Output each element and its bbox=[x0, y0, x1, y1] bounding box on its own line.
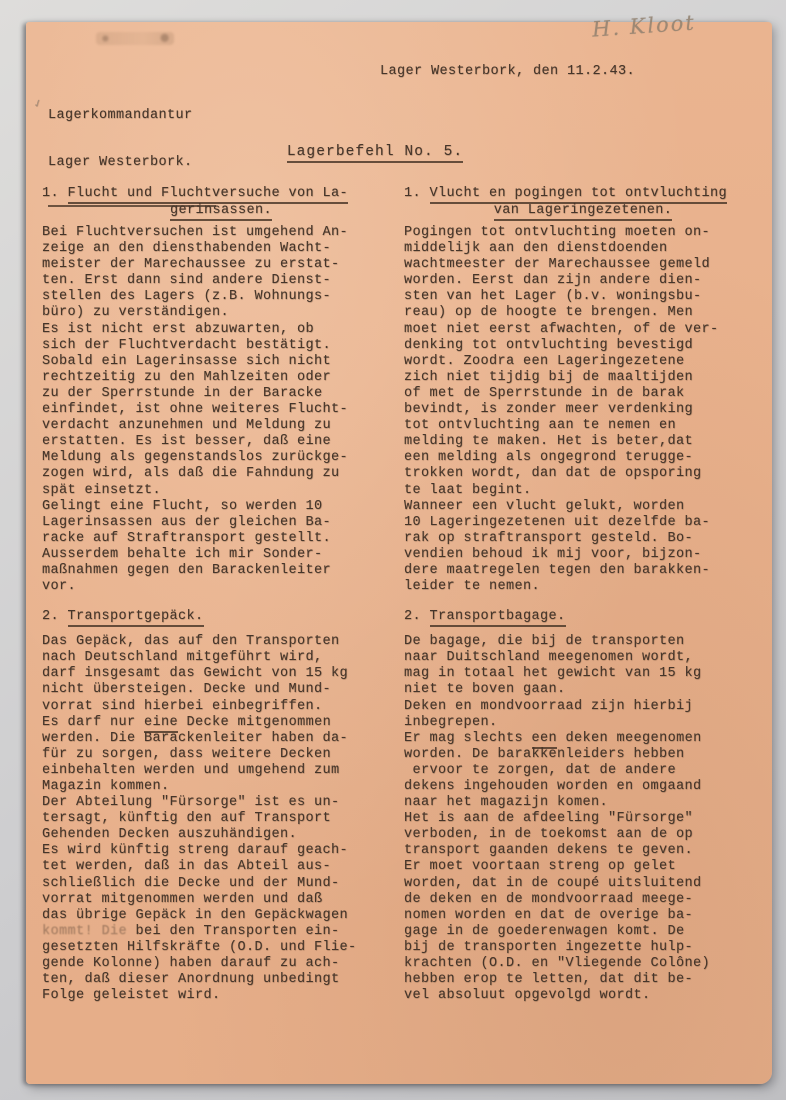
text-line: worden, dat in de coupé uitsluitend bbox=[404, 875, 702, 891]
text-line: denking tot ontvluchting bevestigd bbox=[404, 337, 694, 353]
text-line: tet werden, daß in das Abteil aus- bbox=[42, 859, 332, 875]
text-line: Ausserdem behalte ich mir Sonder- bbox=[42, 546, 323, 562]
text-line: sich der Fluchtverdacht bestätigt. bbox=[42, 337, 332, 353]
text-line: Folge geleistet wird. bbox=[42, 988, 221, 1004]
text-line: schließlich die Decke und der Mund- bbox=[42, 875, 340, 891]
text-line: vel absoluut opgevolgd wordt. bbox=[404, 988, 651, 1004]
text-line: verdacht anzunehmen und Meldung zu bbox=[42, 418, 332, 434]
section-gap bbox=[404, 595, 752, 608]
text-line: racke auf Straftransport gestellt. bbox=[42, 530, 332, 546]
text-line: nomen worden en dat de overige ba- bbox=[404, 907, 694, 923]
text-line: nicht übersteigen. Decke und Mund- bbox=[42, 682, 332, 698]
text-line: wordt. Zoodra een Lageringezetene bbox=[404, 353, 685, 369]
heading-underlined-text: Transportgepäck. bbox=[68, 609, 204, 627]
text-line: Lagerinsassen aus der gleichen Ba- bbox=[42, 514, 332, 530]
text-line: Das Gepäck, das auf den Transporten bbox=[42, 634, 340, 650]
text-line: hebben erop te letten, dat dit be- bbox=[404, 972, 694, 988]
text-line: rechtzeitig zu den Mahlzeiten oder bbox=[42, 369, 332, 385]
document-page bbox=[26, 10, 772, 1084]
text-line: melding te maken. Het is beter,dat bbox=[404, 434, 694, 450]
pencil-mark: ✓ bbox=[32, 96, 44, 112]
text-line: maßnahmen gegen den Barackenleiter bbox=[42, 562, 332, 578]
text-line: naar het magazijn komen. bbox=[404, 795, 609, 811]
text-line: leider te nemen. bbox=[404, 579, 541, 595]
text-line: gende Kolonne) haben darauf zu ach- bbox=[42, 956, 340, 972]
text-line: trokken wordt, dan dat de opsporing bbox=[404, 466, 702, 482]
text-line: erstatten. Es ist besser, daß eine bbox=[42, 434, 332, 450]
text-line: das übrige Gepäck in den Gepäckwagen bbox=[42, 907, 349, 923]
text-line: moet niet eerst afwachten, of de ver- bbox=[404, 321, 719, 337]
text-line: vendien behoud ik mij voor, bijzon- bbox=[404, 546, 702, 562]
section-heading-line: 2. Transportgepäck. bbox=[42, 608, 390, 625]
section-heading-nl-2 bbox=[404, 608, 752, 625]
section-heading-de-2 bbox=[42, 608, 390, 625]
text-line: dekens ingehouden worden en omgaand bbox=[404, 779, 702, 794]
text-line: Meldung als gegenstandslos zurückge- bbox=[42, 450, 349, 466]
text-line: stellen des Lagers (z.B. Wohnungs- bbox=[42, 289, 332, 305]
text-line: niet te boven gaan. bbox=[404, 682, 566, 698]
text-line: meister der Marechaussee zu erstat- bbox=[42, 257, 340, 273]
text-line: Bei Fluchtversuchen ist umgehend An- bbox=[42, 225, 349, 240]
text-line: te laat begint. bbox=[404, 482, 532, 498]
text-line: Het is aan de afdeeling "Fürsorge" bbox=[404, 811, 694, 827]
faded-stamp-mark bbox=[96, 32, 174, 45]
text-line: Gelingt eine Flucht, so werden 10 bbox=[42, 498, 323, 514]
text-line: spät einsetzt. bbox=[42, 482, 162, 498]
heading-underlined-text: Transportbagage. bbox=[430, 609, 566, 627]
section-heading-line bbox=[404, 202, 752, 219]
section-heading-line bbox=[42, 202, 390, 219]
text-line: tersagt, künftig den auf Transport bbox=[42, 811, 332, 827]
text-line: of met de Sperrstunde in de barak bbox=[404, 385, 685, 401]
section-gap bbox=[42, 595, 390, 608]
text-line: büro) zu verständigen. bbox=[42, 305, 230, 321]
text-line: reau) op de hoogte te brengen. Men bbox=[404, 305, 694, 321]
text-line: einfindet, ist ohne weiteres Flucht- bbox=[42, 402, 349, 418]
text-line: Wanneer een vlucht gelukt, worden bbox=[404, 498, 685, 514]
text-line: Der Abteilung "Fürsorge" ist es un- bbox=[42, 795, 340, 811]
underlined-word: eine bbox=[144, 715, 178, 733]
text-line: zu der Sperrstunde in der Baracke bbox=[42, 385, 323, 401]
text-line: darf insgesamt das Gewicht von 15 kg bbox=[42, 666, 349, 682]
text-line: worden. Eerst dan zijn andere dien- bbox=[404, 273, 702, 289]
text-line: Es wird künftig streng darauf geach- bbox=[42, 843, 349, 859]
heading-underlined-text: Flucht und Fluchtversuche von La- bbox=[68, 186, 349, 204]
heading-underlined-text: van Lageringezetenen. bbox=[494, 203, 673, 221]
text-line: ten. Erst dann sind andere Dienst- bbox=[42, 273, 332, 289]
document-title bbox=[228, 128, 463, 176]
text-line: ten, daß dieser Anordnung unbedingt bbox=[42, 972, 340, 988]
text-line: mag in totaal het gewicht van 15 kg bbox=[404, 666, 702, 682]
text-line: vorrat sind hierbei einbegriffen. bbox=[42, 698, 323, 714]
text-line: Es darf nur eine Decke mitgenommen bbox=[42, 715, 390, 731]
underlined-word: een bbox=[532, 731, 558, 749]
letterhead-line-2: Lager Westerbork. bbox=[48, 155, 193, 170]
text-line: vorrat mitgenommen werden und daß bbox=[42, 891, 323, 907]
text-line: Er mag slechts een deken meegenomen bbox=[404, 731, 752, 747]
text-line: dere maatregelen tegen den barakken- bbox=[404, 562, 711, 578]
text-line: worden. De barakkenleiders hebben bbox=[404, 746, 685, 762]
text-line: Pogingen tot ontvluchting moeten on- bbox=[404, 225, 711, 240]
dateline: Lager Westerbork, den 11.2.43. bbox=[380, 64, 636, 79]
text-line: nach Deutschland mitgeführt wird, bbox=[42, 650, 323, 666]
text-line: Magazin kommen. bbox=[42, 779, 170, 794]
text-line: rak op straftransport gesteld. Bo- bbox=[404, 530, 694, 546]
text-line: einbehalten werden und umgehend zum bbox=[42, 762, 340, 778]
text-line: naar Duitschland meegenomen wordt, bbox=[404, 650, 694, 666]
text-line: zeige an den diensthabenden Wacht- bbox=[42, 241, 332, 257]
text-line: tot ontvluchting aan te nemen en bbox=[404, 418, 677, 434]
text-line: wachtmeester der Marechaussee gemeld bbox=[404, 257, 711, 273]
text-line: vor. bbox=[42, 579, 77, 595]
text-line: verboden, in de toekomst aan de op bbox=[404, 827, 694, 843]
heading-underlined-text: gerinsassen. bbox=[170, 203, 272, 221]
text-line: für zu sorgen, dass weitere Decken bbox=[42, 746, 332, 762]
text-line: zich niet tijdig bij de maaltijden bbox=[404, 369, 694, 385]
text-line: een melding als ongegrond terugge- bbox=[404, 450, 694, 466]
text-line: krachten (O.D. en "Vliegende Colône) bbox=[404, 956, 711, 972]
two-column-body bbox=[42, 185, 766, 1004]
text-line: bij de transporten ingezette hulp- bbox=[404, 939, 694, 955]
text-line: 10 Lageringezetenen uit dezelfde ba- bbox=[404, 514, 711, 530]
text-line: transport gaanden dekens te geven. bbox=[404, 843, 694, 859]
section-heading-nl-1 bbox=[404, 185, 752, 219]
section-heading-line: 1. Vlucht en pogingen tot ontvluchting bbox=[404, 185, 752, 202]
text-line: werden. Die Barackenleiter haben da- bbox=[42, 730, 349, 746]
text-line: Deken en mondvoorraad zijn hierbij bbox=[404, 698, 694, 714]
handwritten-annotation: H. Kloot bbox=[591, 10, 697, 42]
section-heading-line: 2. Transportbagage. bbox=[404, 608, 752, 625]
smudged-text: kommt! Die bbox=[42, 923, 128, 939]
text-line: kommt! Die bei den Transporten ein- bbox=[42, 923, 340, 939]
column-german bbox=[42, 185, 390, 1004]
column-dutch bbox=[404, 185, 752, 1004]
text-line: middelijk aan den dienstdoenden bbox=[404, 241, 668, 257]
text-line: inbegrepen. bbox=[404, 714, 498, 730]
document-title-text: Lagerbefehl No. 5. bbox=[287, 144, 463, 163]
text-line: zogen wird, als daß die Fahndung zu bbox=[42, 466, 340, 482]
text-line: Gehenden Decken auszuhändigen. bbox=[42, 827, 298, 843]
text-line: sten van het Lager (b.v. woningsbu- bbox=[404, 289, 702, 305]
text-line: gage in de goederenwagen komt. De bbox=[404, 923, 685, 939]
heading-underlined-text: Vlucht en pogingen tot ontvluchting bbox=[430, 186, 728, 204]
letterhead-line-1: Lagerkommandantur bbox=[48, 108, 193, 123]
text-line: gesetzten Hilfskräfte (O.D. und Flie- bbox=[42, 939, 357, 955]
text-line: De bagage, die bij de transporten bbox=[404, 634, 685, 650]
text-line: Sobald ein Lagerinsasse sich nicht bbox=[42, 353, 332, 369]
section-heading-de-1 bbox=[42, 185, 390, 219]
text-line: bevindt, is zonder meer verdenking bbox=[404, 402, 694, 418]
text-line: de deken en de mondvoorraad meege- bbox=[404, 891, 694, 907]
text-line: ervoor te zorgen, dat de andere bbox=[404, 762, 677, 778]
text-line: Es ist nicht erst abzuwarten, ob bbox=[42, 321, 315, 337]
text-line: Er moet voortaan streng op gelet bbox=[404, 859, 677, 875]
section-heading-line: 1. Flucht und Fluchtversuche von La- bbox=[42, 185, 390, 202]
